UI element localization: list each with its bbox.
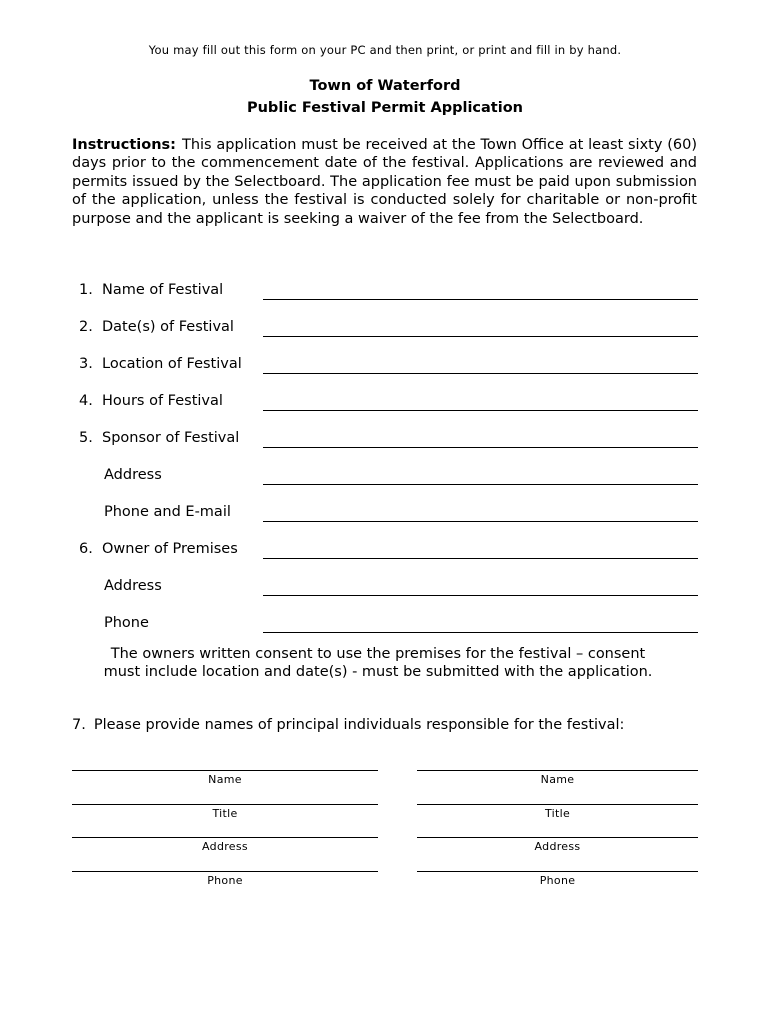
festival-dates-input[interactable]: [263, 336, 698, 337]
principal-address-field[interactable]: [72, 837, 378, 871]
field-row-sponsor-address: [0, 467, 770, 495]
form-title: Public Festival Permit Application: [246, 100, 523, 116]
field-caption: Address: [202, 840, 248, 853]
field-row-owner-phone: [0, 615, 770, 643]
field-row-owner-address: [0, 578, 770, 606]
question-principal-individuals: [72, 717, 624, 733]
festival-sponsor-input[interactable]: [263, 447, 698, 448]
field-label: Owner of Premises: [102, 541, 238, 557]
field-number: 2.: [79, 319, 93, 335]
sponsor-phone-email-input[interactable]: [263, 521, 698, 522]
instructions-lead: Instructions:: [72, 137, 176, 153]
question-number: 7.: [72, 717, 86, 733]
principal-individual-right: [417, 770, 698, 904]
field-label: Phone: [104, 615, 149, 631]
field-label: Name of Festival: [102, 282, 224, 298]
field-number: 1.: [79, 282, 93, 298]
field-label: Sponsor of Festival: [102, 430, 240, 446]
field-row-festival-hours: [0, 393, 770, 421]
field-label: Phone and E-mail: [104, 504, 231, 520]
principal-title-field[interactable]: [72, 804, 378, 838]
festival-location-input[interactable]: [263, 373, 698, 374]
owner-address-input[interactable]: [263, 595, 698, 596]
sponsor-address-input[interactable]: [263, 484, 698, 485]
field-label: Address: [104, 578, 162, 594]
field-caption: Phone: [539, 873, 576, 887]
principal-name-field[interactable]: [72, 770, 378, 804]
festival-name-input[interactable]: [263, 299, 698, 300]
field-number: 3.: [79, 356, 93, 372]
principal-phone-field[interactable]: [72, 871, 378, 905]
field-row-festival-sponsor: [0, 430, 770, 458]
field-caption: Title: [212, 806, 238, 820]
field-number: 5.: [79, 430, 93, 446]
field-row-festival-location: [0, 356, 770, 384]
field-label: Hours of Festival: [102, 393, 223, 409]
owner-consent-note: The owners written consent to use the premises for the festival – consent must include location and date(s) - must be submitted with the application.: [103, 646, 653, 681]
fill-instructions-note: You may fill out this form on your PC and then print, or print and fill in by hand.: [148, 43, 622, 57]
instructions-paragraph: [72, 136, 697, 228]
field-row-festival-dates: [0, 319, 770, 347]
instructions-body: This application must be received at the Town Office at least sixty (60) days prior to the commencement date of the festival. Applications are reviewed and permits issued by the Selectboard. The application fee must be paid upon submission of the application, unless the festival is conducted solely for charitable or non-profit purpose and the applicant is seeking a waiver of the fee from the Selectboard.: [72, 137, 697, 227]
premises-owner-input[interactable]: [263, 558, 698, 559]
field-label: Date(s) of Festival: [102, 319, 234, 335]
field-caption: Address: [534, 840, 581, 853]
festival-hours-input[interactable]: [263, 410, 698, 411]
field-label: Address: [104, 467, 162, 483]
field-caption: Title: [544, 806, 571, 820]
field-caption: Phone: [207, 873, 243, 887]
field-row-premises-owner: [0, 541, 770, 569]
field-number: 4.: [79, 393, 93, 409]
field-row-festival-name: [0, 282, 770, 310]
principal-individual-left: [72, 770, 378, 904]
principal-phone-field[interactable]: [417, 871, 698, 905]
principal-name-field[interactable]: [417, 770, 698, 804]
field-caption: Name: [540, 773, 575, 786]
field-label: Location of Festival: [102, 356, 242, 372]
principal-address-field[interactable]: [417, 837, 698, 871]
principal-title-field[interactable]: [417, 804, 698, 838]
town-name: Town of Waterford: [309, 78, 461, 94]
field-row-sponsor-contact: [0, 504, 770, 532]
field-caption: Name: [208, 773, 242, 786]
owner-phone-input[interactable]: [263, 632, 698, 633]
field-number: 6.: [79, 541, 93, 557]
question-text: Please provide names of principal individuals responsible for the festival:: [93, 717, 625, 733]
